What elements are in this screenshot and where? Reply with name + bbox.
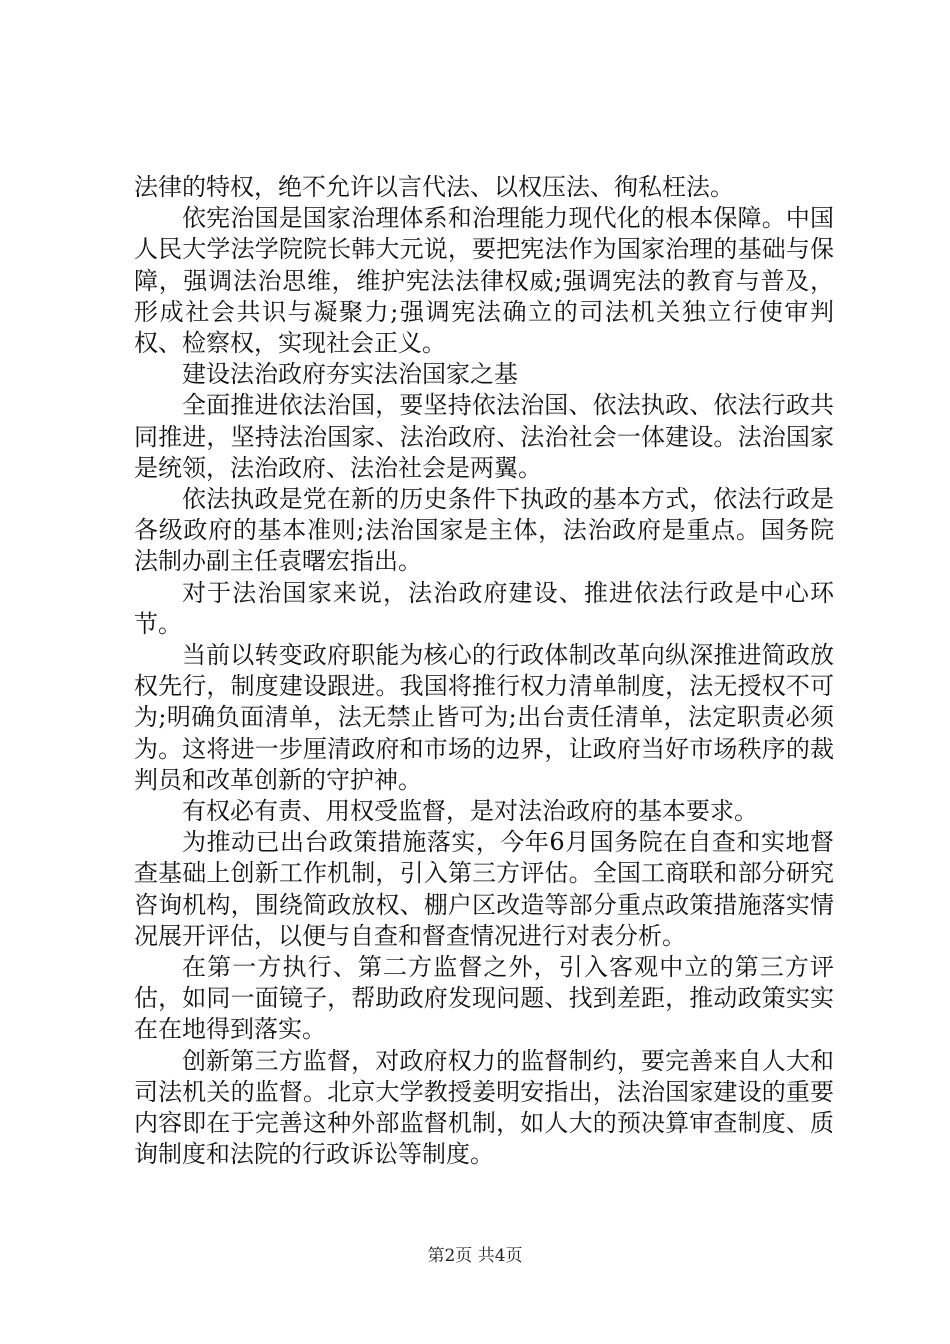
paragraph-10: 在第一方执行、第二方监督之外，引入客观中立的第三方评估，如同一面镜子，帮助政府发现问题、找到差距，推动政策实实在在地得到落实。 [134, 953, 834, 1044]
paragraph-9: 为推动已出台政策措施落实，今年6月国务院在自查和实地督查基础上创新工作机制，引入第三方评估。全国工商联和部分研究咨询机构，围绕简政放权、棚户区改造等部分重点政策措施落实情况展开评估，以便与自查和督查情况进行对表分析。 [134, 828, 834, 950]
paragraph-11: 创新第三方监督，对政府权力的监督制约，要完善来自人大和司法机关的监督。北京大学教授姜明安指出，法治国家建设的重要内容即在于完善这种外部监督机制，如人大的预决算审查制度、质询制度和法院的行政诉讼等制度。 [134, 1046, 834, 1169]
paragraph-7: 当前以转变政府职能为核心的行政体制改革向纵深推进简政放权先行，制度建设跟进。我国将推行权力清单制度，法无授权不可为;明确负面清单，法无禁止皆可为;出台责任清单，法定职责必须为。这将进一步厘清政府和市场的边界，让政府当好市场秩序的裁判员和改革创新的守护神。 [134, 641, 834, 794]
paragraph-8: 有权必有责、用权受监督，是对法治政府的基本要求。 [182, 797, 758, 826]
section-heading: 建设法治政府夯实法治国家之基 [182, 360, 518, 389]
document-body [134, 172, 834, 1171]
paragraph-1: 法律的特权，绝不允许以言代法、以权压法、徇私枉法。 [134, 173, 734, 201]
paragraph-2: 依宪治国是国家治理体系和治理能力现代化的根本保障。中国人民大学法学院院长韩大元说，要把宪法作为国家治理的基础与保障，强调法治思维，维护宪法法律权威;强调宪法的教育与普及，形成社会共识与凝聚力;强调宪法确立的司法机关独立行使审判权、检察权，实现社会正义。 [134, 204, 834, 358]
paragraph-5: 依法执政是党在新的历史条件下执政的基本方式，依法行政是各级政府的基本准则;法治国家是主体，法治政府是重点。国务院法制办副主任袁曙宏指出。 [134, 485, 834, 576]
paragraph-4: 全面推进依法治国，要坚持依法治国、依法执政、依法行政共同推进，坚持法治国家、法治政府、法治社会一体建设。法治国家是统领，法治政府、法治社会是两翼。 [134, 391, 834, 482]
paragraph-6: 对于法治国家来说，法治政府建设、推进依法行政是中心环节。 [134, 578, 834, 638]
page-footer: 第2页 共4页 [427, 1246, 523, 1266]
